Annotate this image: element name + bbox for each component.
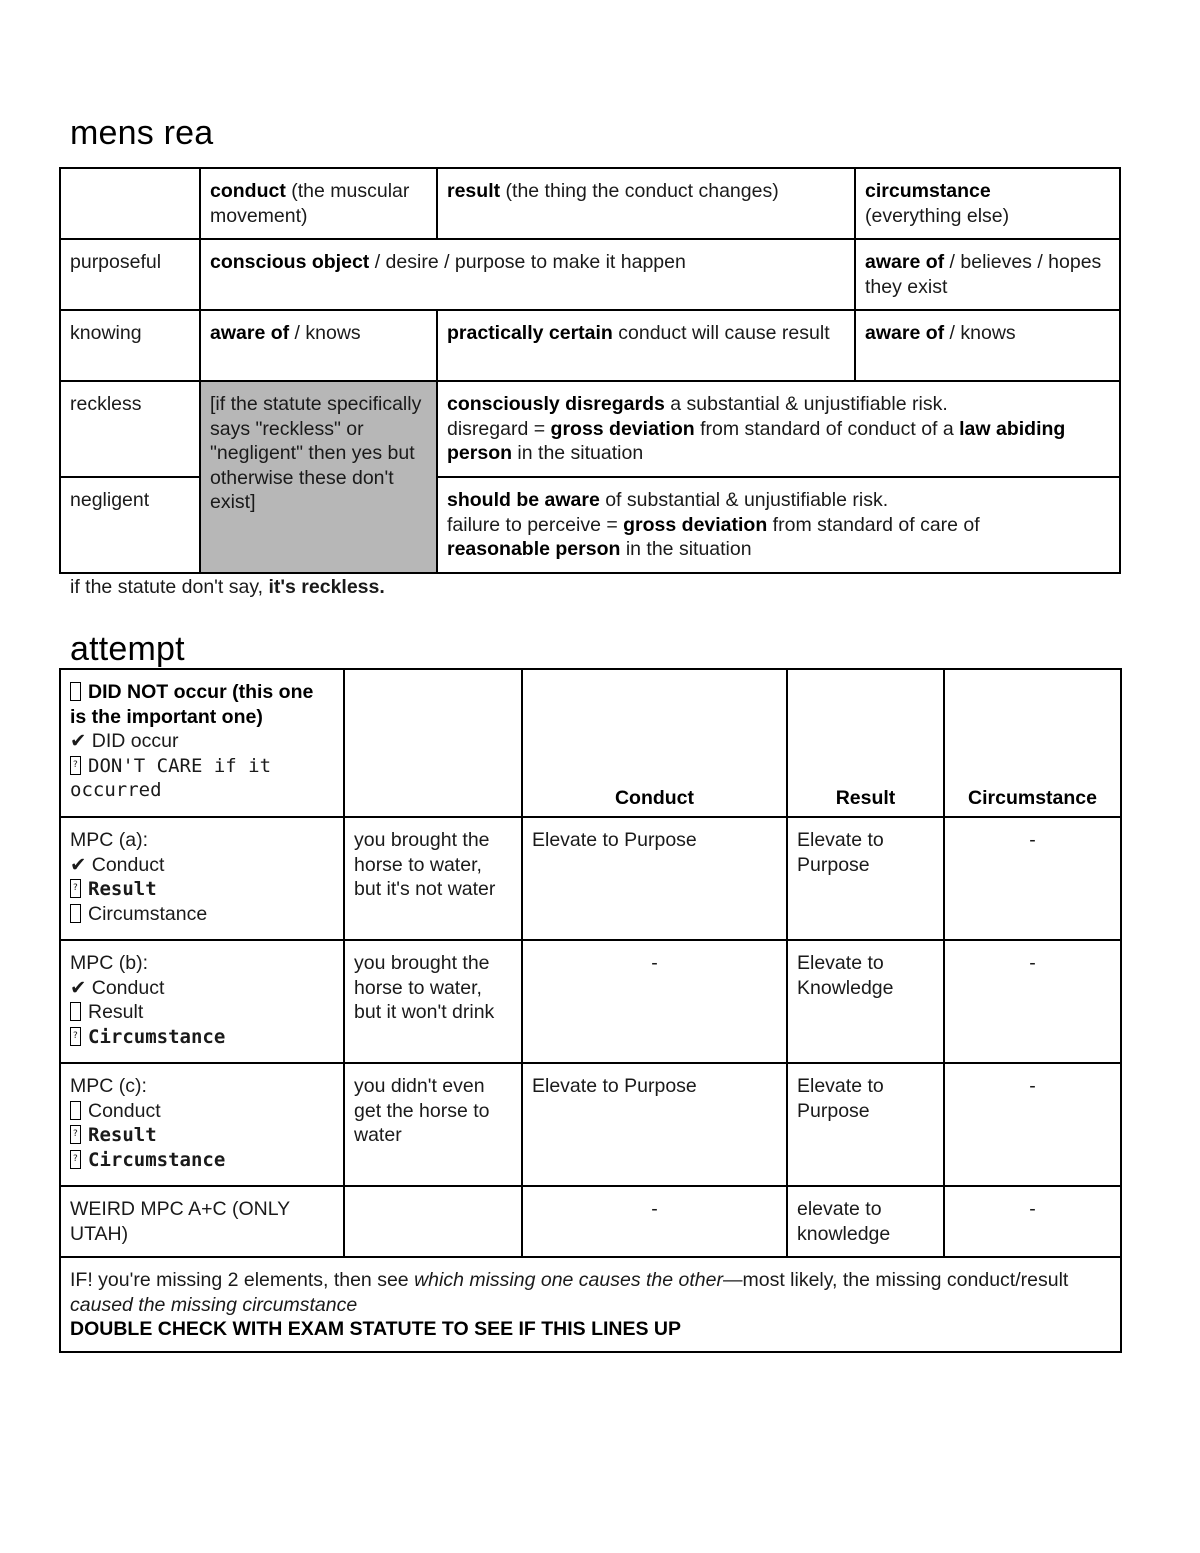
- weird-mpc-label: WEIRD MPC A+C (ONLY UTAH): [60, 1186, 344, 1257]
- header-conduct: conduct (the muscular movement): [200, 168, 437, 239]
- mpc-b-result: Elevate to Knowledge: [787, 940, 944, 1063]
- knowing-conduct: aware of / knows: [200, 310, 437, 381]
- reckless-definition: consciously disregards a substantial & unjustifiable risk. disregard = gross deviation from standard of conduct of a law abiding person in the situation: [437, 381, 1120, 477]
- question-box-icon: [70, 1027, 81, 1046]
- mpc-c-label: MPC (c): Conduct ?Result ?Circumstance: [60, 1063, 344, 1186]
- empty-box-icon: [70, 1002, 81, 1021]
- question-box-icon: [70, 756, 81, 775]
- label-knowing: knowing: [60, 310, 200, 381]
- attempt-header-row: [60, 669, 1121, 817]
- header-result: result (the thing the conduct changes): [437, 168, 855, 239]
- question-box-icon: [70, 879, 81, 898]
- attempt-row-mpc-b: [60, 940, 1121, 1063]
- question-box-icon: [70, 1150, 81, 1169]
- example-header-empty: [344, 669, 522, 817]
- knowing-result: practically certain conduct will cause result: [437, 310, 855, 381]
- attempt-heading: attempt: [70, 630, 185, 668]
- mens-rea-table: [59, 167, 1121, 574]
- mpc-b-example: you brought the horse to water, but it won't drink: [344, 940, 522, 1063]
- attempt-note-row: [60, 1257, 1121, 1352]
- mpc-c-result: Elevate to Purpose: [787, 1063, 944, 1186]
- knowing-circumstance: aware of / knows: [855, 310, 1120, 381]
- attempt-row-mpc-c: [60, 1063, 1121, 1186]
- weird-mpc-conduct: -: [522, 1186, 787, 1257]
- row-knowing: [60, 310, 1120, 381]
- empty-box-icon: [70, 682, 81, 701]
- purposeful-circumstance: aware of / believes / hopes they exist: [855, 239, 1120, 310]
- header-result-col: Result: [787, 669, 944, 817]
- attempt-row-weird: [60, 1186, 1121, 1257]
- label-reckless: reckless: [60, 381, 200, 477]
- mpc-b-circumstance: -: [944, 940, 1121, 1063]
- mpc-b-conduct: -: [522, 940, 787, 1063]
- mpc-a-result: Elevate to Purpose: [787, 817, 944, 940]
- empty-box-icon: [70, 904, 81, 923]
- weird-mpc-circumstance: -: [944, 1186, 1121, 1257]
- mens-rea-heading: mens rea: [70, 114, 214, 152]
- label-negligent: negligent: [60, 477, 200, 573]
- row-reckless: [60, 381, 1120, 477]
- statute-note-gray-cell: [if the statute specifically says "reckless" or "negligent" then yes but otherwise these don't exist]: [200, 381, 437, 573]
- weird-mpc-example: [344, 1186, 522, 1257]
- weird-mpc-result: elevate to knowledge: [787, 1186, 944, 1257]
- purposeful-conduct-result: conscious object / desire / purpose to make it happen: [200, 239, 855, 310]
- header-conduct-col: Conduct: [522, 669, 787, 817]
- legend-cell: DID NOT occur (this one is the important one) ✔ DID occur ?DON'T CARE if it occurred: [60, 669, 344, 817]
- label-purposeful: purposeful: [60, 239, 200, 310]
- question-box-icon: [70, 1125, 81, 1144]
- mpc-a-label: MPC (a): ✔ Conduct ?Result Circumstance: [60, 817, 344, 940]
- mpc-a-circumstance: -: [944, 817, 1121, 940]
- empty-corner-cell: [60, 168, 200, 239]
- header-circumstance-col: Circumstance: [944, 669, 1121, 817]
- negligent-definition: should be aware of substantial & unjustifiable risk. failure to perceive = gross deviation from standard of care of reasonable person in the situation: [437, 477, 1120, 573]
- statute-default-note: if the statute don't say, it's reckless.: [70, 576, 385, 598]
- attempt-row-mpc-a: [60, 817, 1121, 940]
- attempt-table: [59, 668, 1122, 1353]
- mpc-c-conduct: Elevate to Purpose: [522, 1063, 787, 1186]
- empty-box-icon: [70, 1101, 81, 1120]
- mpc-a-example: you brought the horse to water, but it's not water: [344, 817, 522, 940]
- header-circumstance: circumstance (everything else): [855, 168, 1120, 239]
- mpc-c-example: you didn't even get the horse to water: [344, 1063, 522, 1186]
- missing-elements-note: IF! you're missing 2 elements, then see which missing one causes the other—most likely, the missing conduct/result caused the missing circumstance DOUBLE CHECK WITH EXAM STATUTE TO SEE IF THIS LINES UP: [60, 1257, 1121, 1352]
- row-purposeful: [60, 239, 1120, 310]
- mpc-a-conduct: Elevate to Purpose: [522, 817, 787, 940]
- mpc-c-circumstance: -: [944, 1063, 1121, 1186]
- mpc-b-label: MPC (b): ✔ Conduct Result ?Circumstance: [60, 940, 344, 1063]
- mens-rea-header-row: [60, 168, 1120, 239]
